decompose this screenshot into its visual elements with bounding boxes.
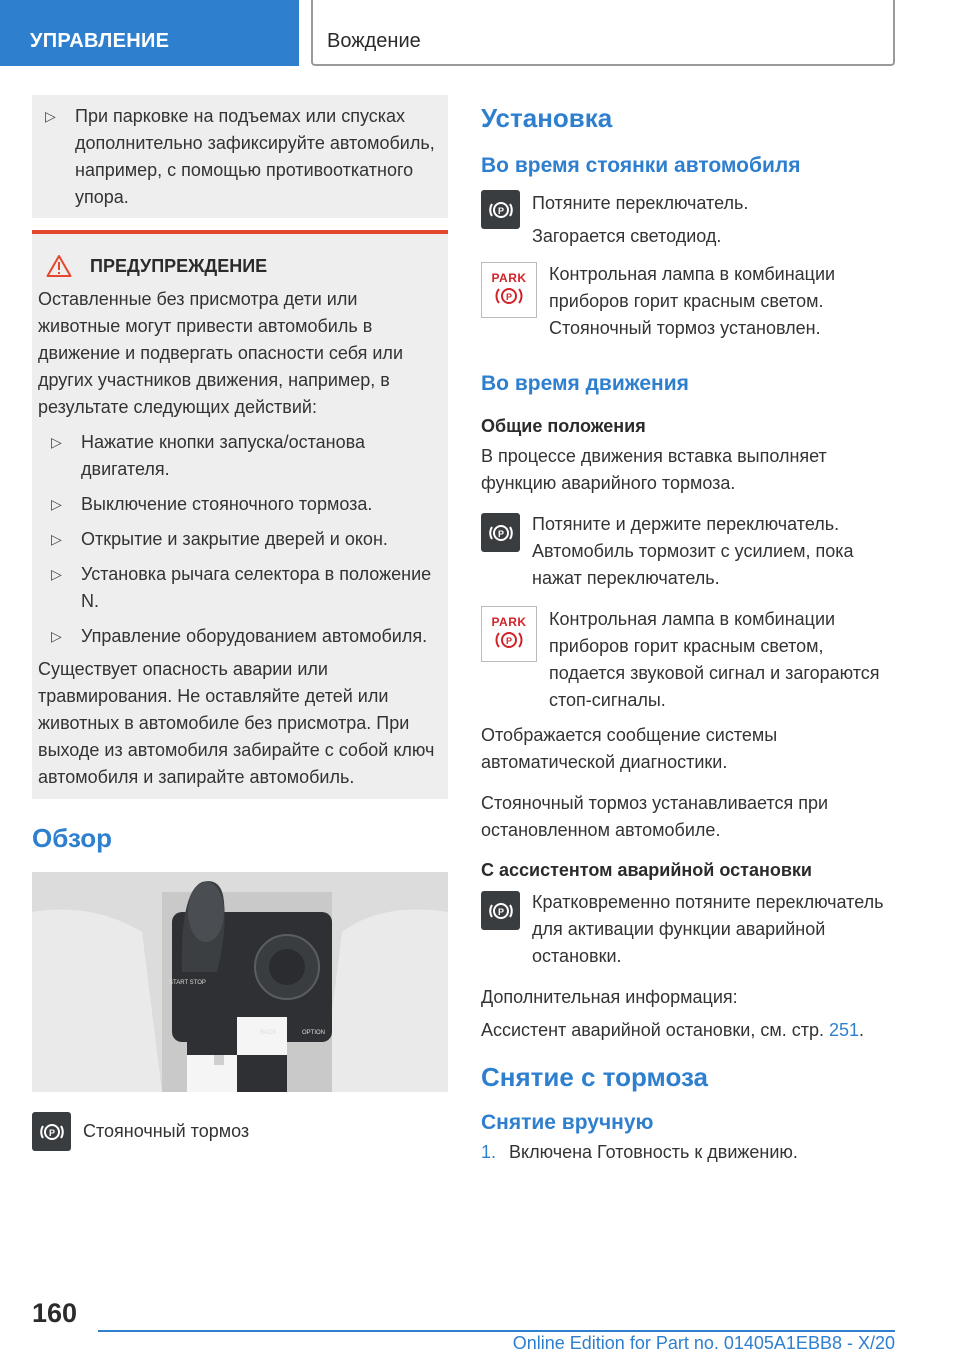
edition-text: Online Edition for Part no. 01405A1EBB8 - X/20 — [512, 1333, 895, 1353]
left-column — [32, 95, 448, 1151]
triangle-bullet-icon: ▷ — [51, 628, 62, 644]
step-text: Загорается светодиод. — [532, 226, 722, 246]
start-stop-label: START STOP — [169, 980, 206, 986]
svg-text:P: P — [497, 205, 504, 216]
warning-list — [38, 429, 442, 650]
list-item: ▷ Установка рычага селектора в положение N. — [38, 561, 442, 615]
driving-step-row — [481, 511, 901, 592]
driving-note: Стояночный тормоз устанавливается при остановленном автомобиле. — [481, 793, 829, 840]
step-text: Потяните и держите переключатель. Автомобиль тормозит с усилием, пока нажат переключатель. — [532, 514, 854, 588]
page-link[interactable]: 251 — [828, 1020, 860, 1040]
warning-header — [46, 252, 442, 280]
warning-paragraph: Оставленные без присмотра дети или животные могут привести автомобиль в движение и подвергать опасности себя или других участников движения, например, в результате следующих действий: — [38, 289, 403, 417]
numbered-step: 1. Включена Готовность к движению. — [481, 1139, 901, 1166]
lamp-text: Контрольная лампа в комбинации приборов горит красным светом. Стояночный тормоз установлен. — [549, 264, 836, 338]
parking-brake-switch-icon — [32, 1112, 71, 1151]
manual-heading: Снятие вручную — [481, 1111, 654, 1134]
back-label: BACK — [260, 1030, 277, 1036]
center-console-illustration — [32, 872, 448, 1092]
caption-row — [32, 1112, 448, 1151]
footer-divider — [98, 1330, 895, 1332]
triangle-bullet-icon: ▷ — [45, 108, 56, 124]
parking-brake-switch-icon — [481, 190, 520, 229]
list-item: ▷ Открытие и закрытие дверей и окон. — [38, 526, 442, 553]
step-text: Кратковременно потяните переключатель для активации функции аварийной остановки. — [532, 892, 884, 966]
list-item: ▷ Управление оборудованием автомобиля. — [38, 623, 442, 650]
chapter-title: Вождение — [311, 0, 895, 66]
parking-brake-switch — [214, 1055, 224, 1065]
list-item: ▷ Выключение стояночного тормоза. — [38, 491, 442, 518]
svg-text:P: P — [505, 636, 513, 646]
parked-lamp-row — [481, 262, 901, 342]
parking-brake-switch-icon — [481, 513, 520, 552]
assist-reference: Ассистент аварийной остановки, см. стр. 251. — [481, 1020, 865, 1040]
list-item: ▷ При парковке на подъемах или спусках дополнительно зафиксируйте автомобиль, например, с помощью противооткатного упора. — [32, 103, 442, 211]
triangle-bullet-icon: ▷ — [51, 566, 62, 582]
step-text: Потяните переключатель. — [532, 193, 749, 213]
overview-heading: Обзор — [32, 823, 112, 853]
step-number: 1. — [481, 1142, 497, 1162]
svg-text:P: P — [505, 292, 513, 302]
release-heading: Снятие с тормоза — [481, 1062, 709, 1092]
triangle-bullet-icon: ▷ — [51, 434, 62, 450]
assist-info: Дополнительная информация: — [481, 987, 738, 1007]
assist-heading: С ассистентом аварийной остановки — [481, 860, 812, 880]
page-number: 160 — [32, 1298, 78, 1328]
note-box — [32, 95, 448, 218]
general-text: В процессе движения вставка выполняет функцию аварийного тормоза. — [481, 446, 827, 493]
park-indicator-icon: PARK P — [481, 606, 537, 662]
option-label: OPTION — [302, 1030, 326, 1036]
driving-lamp-row — [481, 606, 901, 714]
parked-step-row — [481, 190, 901, 250]
parked-heading: Во время стоянки автомобиля — [481, 154, 801, 177]
svg-text:P: P — [497, 906, 504, 917]
section-tab: УПРАВЛЕНИЕ — [0, 0, 299, 66]
right-column — [481, 95, 901, 1166]
diagnostic-text: Отображается сообщение системы автоматической диагностики. — [481, 725, 778, 772]
triangle-bullet-icon: ▷ — [51, 496, 62, 512]
park-indicator-icon: PARK P — [481, 262, 537, 318]
general-heading: Общие положения — [481, 416, 646, 436]
lamp-text: Контрольная лампа в комбинации приборов горит красным светом, подается звуковой сигнал и загораются стоп-сигналы. — [549, 609, 880, 710]
photo-caption: Стояночный тормоз — [83, 1121, 250, 1141]
parking-brake-switch-icon — [481, 891, 520, 930]
driving-heading: Во время движения — [481, 372, 689, 395]
warning-title: ПРЕДУПРЕЖДЕНИЕ — [90, 255, 268, 276]
list-item: ▷ Нажатие кнопки запуска/останова двигателя. — [38, 429, 442, 483]
center-console-photo — [32, 872, 448, 1092]
warning-box — [32, 230, 448, 799]
install-heading: Установка — [481, 103, 613, 133]
warning-triangle-icon — [46, 254, 72, 278]
triangle-bullet-icon: ▷ — [51, 531, 62, 547]
assist-step-row — [481, 889, 901, 970]
warning-paragraph: Существует опасность аварии или травмирования. Не оставляйте детей или животных в автомобиле без присмотра. При выходе из автомобиля забирайте с собой ключ автомобиля и запирайте автомобиль. — [38, 659, 435, 787]
svg-text:P: P — [497, 528, 504, 539]
svg-text:P: P — [48, 1127, 55, 1138]
